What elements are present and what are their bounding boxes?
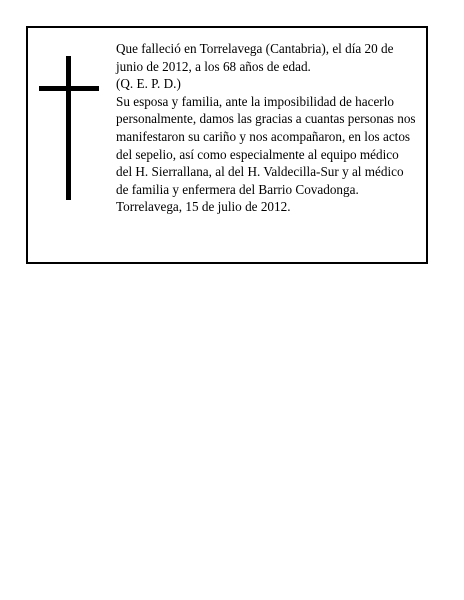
notice-text-block bbox=[116, 40, 418, 216]
latin-cross-icon bbox=[39, 56, 99, 200]
death-statement: Que falleció en Torrelavega (Cantabria), el día 20 de junio de 2012, a los 68 años de edad. bbox=[116, 41, 394, 74]
cross-vertical-bar bbox=[66, 56, 71, 200]
rip-abbreviation: (Q. E. P. D.) bbox=[116, 76, 181, 92]
place-date-line: Torrelavega, 15 de julio de 2012. bbox=[116, 199, 291, 215]
obituary-notice bbox=[26, 26, 428, 264]
cross-horizontal-bar bbox=[39, 86, 99, 91]
acknowledgement-paragraph: Su esposa y familia, ante la imposibilidad de hacerlo personalmente, damos las gracias a cuantas personas nos manifestaron su cariño y nos acompañaron, en los actos del sepelio, así como especialmente al equipo médico del H. Sierrallana, al del H. Valdecilla-Sur y al médico de familia y enfermera del Barrio Covadonga. bbox=[116, 93, 416, 197]
